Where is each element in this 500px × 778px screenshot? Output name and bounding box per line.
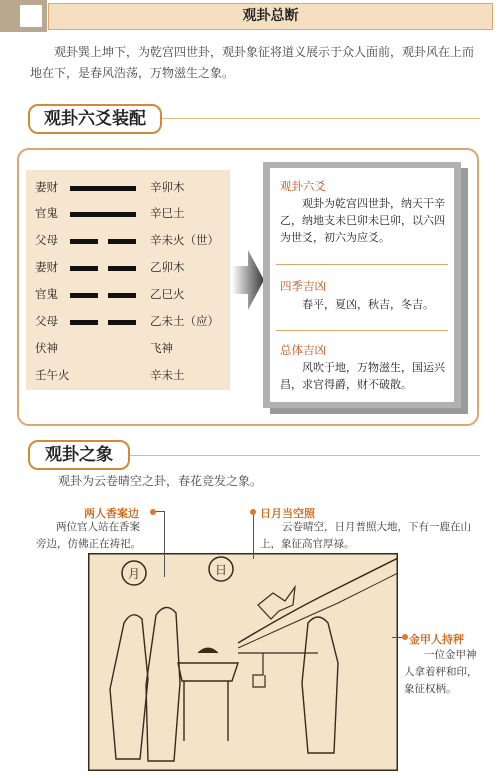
yin-line-left	[70, 293, 98, 298]
yao-branch: 辛未火（世）	[150, 233, 219, 247]
callout-dot	[150, 509, 156, 515]
info-separator	[276, 330, 448, 331]
image-subtitle: 观卦为云卷晴空之卦，春花竞发之象。	[58, 474, 263, 488]
yao-row	[26, 175, 230, 201]
label-two-officials-title: 两人香案边	[84, 507, 139, 520]
yao-branch: 乙巳火	[150, 287, 185, 301]
yao-relation: 妻财	[35, 260, 58, 274]
yin-line-right	[108, 320, 136, 325]
section-divider	[162, 118, 480, 119]
yao-row	[26, 255, 230, 281]
sun-char: 日	[214, 563, 228, 577]
info-title-yao: 观卦六爻	[280, 179, 326, 193]
yao-relation: 父母	[35, 314, 58, 328]
yao-relation: 官鬼	[35, 206, 58, 220]
info-text-yao: 观卦为乾宫四世卦，纳天干辛乙，纳地支未巳卯未巳卯，以六四为世爻，初六为应爻。	[280, 197, 445, 244]
callout-line	[156, 511, 164, 512]
yin-line-left	[70, 266, 98, 271]
label-armored-god-title: 金甲人持秤	[409, 633, 464, 646]
yao-branch: 辛未土	[150, 368, 185, 382]
yao-table	[26, 170, 230, 390]
label-two-officials-text: 两位官人站在香案旁边，仿佛正在祷祀。	[36, 521, 141, 550]
label-sun-moon-text: 云卷晴空，日月普照大地，下有一鹿在山上，象征高官厚禄。	[260, 521, 471, 550]
info-title-overall: 总体吉凶	[280, 343, 326, 357]
yao-row	[26, 363, 230, 389]
section-title-image: 观卦之象	[28, 440, 130, 470]
yao-relation: 妻财	[35, 180, 58, 194]
callout-line	[253, 515, 254, 559]
info-panel	[270, 168, 454, 402]
info-text-seasons: 春平，夏凶，秋吉，冬吉。	[302, 298, 434, 311]
yao-relation: 伏神	[35, 341, 58, 355]
yao-row	[26, 336, 230, 362]
info-text-overall: 风吹于地，万物滋生，国运兴昌，求官得爵，财不破散。	[280, 361, 445, 391]
yao-row	[26, 282, 230, 308]
label-armored-god-text: 一位金甲神人拿着秤和印，象征权柄。	[404, 649, 478, 695]
info-title-seasons: 四季吉凶	[280, 279, 326, 293]
section-title-yao: 观卦六爻装配	[28, 104, 162, 134]
yao-branch: 飞神	[150, 341, 173, 355]
label-sun-moon-title: 日月当空照	[260, 507, 315, 520]
yao-row	[26, 201, 230, 227]
illustration	[88, 553, 398, 771]
yao-relation: 官鬼	[35, 287, 58, 301]
yao-row	[26, 228, 230, 254]
yao-branch: 乙卯木	[150, 260, 185, 274]
moon-char: 月	[127, 567, 141, 581]
yao-relation: 壬午火	[35, 368, 70, 382]
yin-line-right	[108, 266, 136, 271]
yin-line-left	[70, 320, 98, 325]
yin-line-right	[108, 293, 136, 298]
yao-branch: 辛巳土	[150, 206, 185, 220]
callout-line	[392, 637, 402, 638]
info-separator	[276, 264, 448, 265]
section-divider	[130, 455, 480, 456]
callout-dot	[402, 634, 408, 640]
yin-line-right	[108, 239, 136, 244]
yao-branch: 辛卯木	[150, 180, 185, 194]
header-decoration-notch	[20, 5, 42, 27]
intro-paragraph: 观卦巽上坤下，为乾宫四世卦，观卦象征将道义展示于众人面前，观卦风在上而地在下，是春风浩荡，万物滋生之象。	[30, 45, 475, 80]
arrow-right-icon	[232, 250, 264, 310]
yao-row	[26, 309, 230, 335]
yin-line-left	[70, 239, 98, 244]
yang-line	[70, 186, 136, 191]
callout-line	[164, 511, 165, 577]
page-title: 观卦总断	[242, 8, 299, 24]
yang-line	[70, 212, 136, 217]
yao-branch: 乙未土（应）	[150, 314, 219, 328]
yao-relation: 父母	[35, 233, 58, 247]
